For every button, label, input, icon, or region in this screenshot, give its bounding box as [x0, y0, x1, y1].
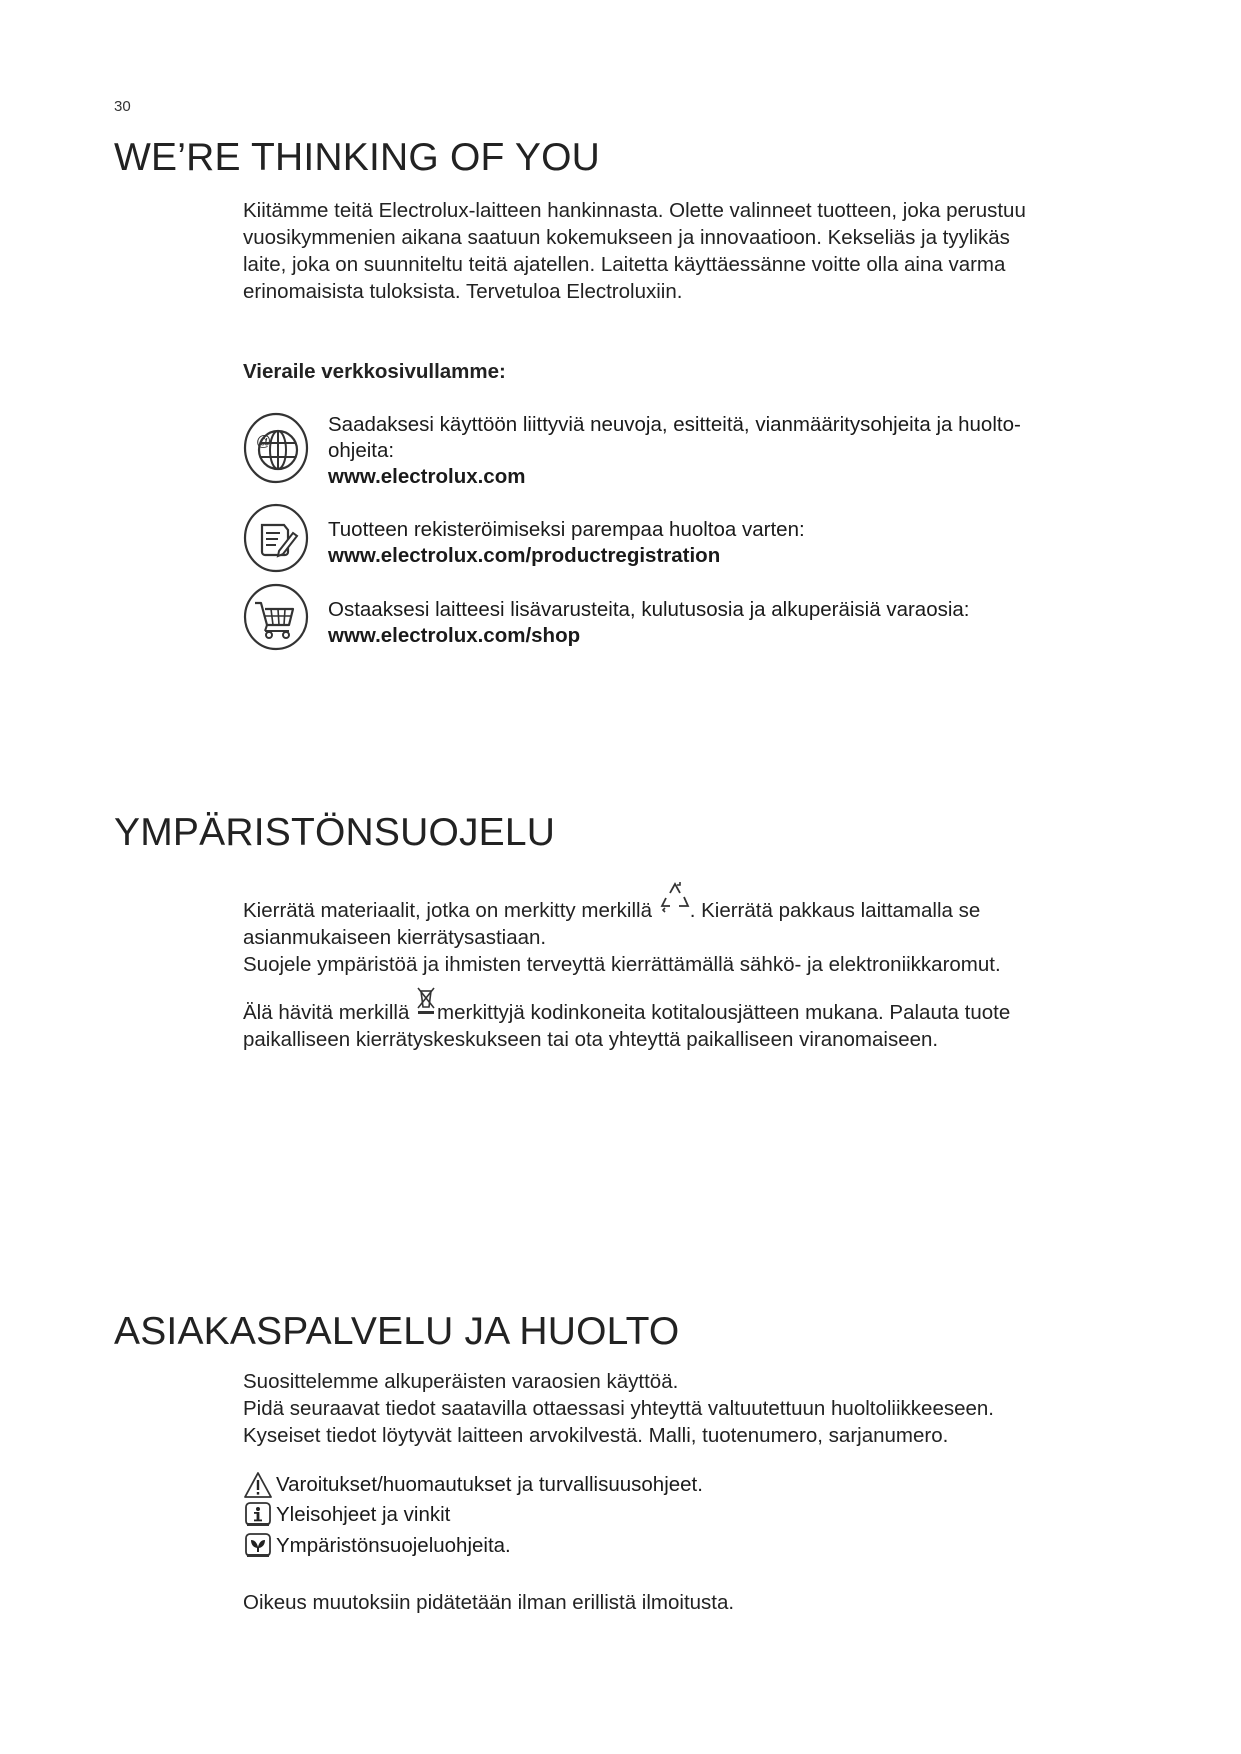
intro-line: laite, joka on suunniteltu teitä ajatellen. Laitetta käyttäessänne voitte olla aina varma	[243, 253, 1006, 276]
link-description-line: Saadaksesi käyttöön liittyviä neuvoja, esitteitä, vianmääritysohjeita ja huolto-	[328, 413, 1021, 436]
info-icon	[243, 1501, 273, 1529]
service-text: Suosittelemme alkuperäisten varaosien käyttöä.	[243, 1370, 679, 1393]
environment-text: paikalliseen kierrätyskeskukseen tai ota yhteyttä paikalliseen viranomaiseen.	[243, 1028, 939, 1051]
registration-url-link[interactable]: www.electrolux.com/productregistration	[328, 544, 721, 567]
section-title-thinking-of-you: WE’RE THINKING OF YOU	[114, 136, 600, 179]
website-url-link[interactable]: www.electrolux.com	[328, 465, 526, 488]
svg-text:@: @	[256, 433, 272, 450]
disclaimer-text: Oikeus muutoksiin pidätetään ilman erillistä ilmoitusta.	[243, 1591, 735, 1614]
environment-text: merkittyjä kodinkoneita kotitalousjätteen mukana. Palauta tuote	[437, 1001, 1011, 1024]
intro-paragraph	[243, 197, 1123, 305]
registration-icon	[243, 503, 309, 573]
environment-text: Älä hävitä merkillä	[243, 1001, 410, 1024]
link-description-line: Ostaaksesi laitteesi lisävarusteita, kulutusosia ja alkuperäisiä varaosia:	[328, 598, 970, 621]
environment-icon	[243, 1532, 273, 1560]
environment-text: Suojele ympäristöä ja ihmisten terveyttä kierrättämällä sähkö- ja elektroniikkaromut.	[243, 953, 1001, 976]
environment-text: Kierrätä materiaalit, jotka on merkitty merkillä	[243, 899, 652, 922]
service-paragraph	[243, 1368, 1123, 1449]
environment-paragraph	[243, 881, 1123, 1053]
intro-line: vuosikymmenien aikana saatuun kokemukseen ja innovaatioon. Kekseliäs ja tyylikäs	[243, 226, 1010, 249]
globe-icon	[243, 412, 309, 484]
service-text: Pidä seuraavat tiedot saatavilla ottaessasi yhteyttä valtuutettuun huoltoliikkeeseen.	[243, 1397, 994, 1420]
visit-website-heading: Vieraile verkkosivullamme:	[243, 360, 506, 383]
legend-label: Yleisohjeet ja vinkit	[276, 1503, 451, 1526]
environment-text: . Kierrätä pakkaus laittamalla se	[689, 899, 981, 922]
environment-text: asianmukaiseen kierrätysastiaan.	[243, 926, 547, 949]
intro-line: Kiitämme teitä Electrolux-laitteen hankinnasta. Olette valinneet tuotteen, joka perustuu	[243, 199, 1026, 222]
link-description-line: ohjeita:	[328, 439, 395, 462]
weee-bin-icon	[415, 985, 437, 1019]
recycling-icon	[660, 881, 690, 915]
link-description-line: Tuotteen rekisteröimiseksi parempaa huoltoa varten:	[328, 518, 805, 541]
service-text: Kyseiset tiedot löytyvät laitteen arvokilvestä. Malli, tuotenumero, sarjanumero.	[243, 1424, 949, 1447]
section-title-customer-service: ASIAKASPALVELU JA HUOLTO	[114, 1310, 680, 1353]
shopping-cart-icon	[243, 583, 309, 651]
shop-url-link[interactable]: www.electrolux.com/shop	[328, 624, 581, 647]
legend-label: Ympäristönsuojeluohjeita.	[276, 1534, 511, 1557]
page-number: 30	[114, 98, 131, 115]
intro-line: erinomaisista tuloksista. Tervetuloa Electroluxiin.	[243, 280, 683, 303]
legend-label: Varoitukset/huomautukset ja turvallisuusohjeet.	[276, 1473, 703, 1496]
warning-icon	[243, 1471, 273, 1499]
section-title-environment: YMPÄRISTÖNSUOJELU	[114, 811, 556, 854]
